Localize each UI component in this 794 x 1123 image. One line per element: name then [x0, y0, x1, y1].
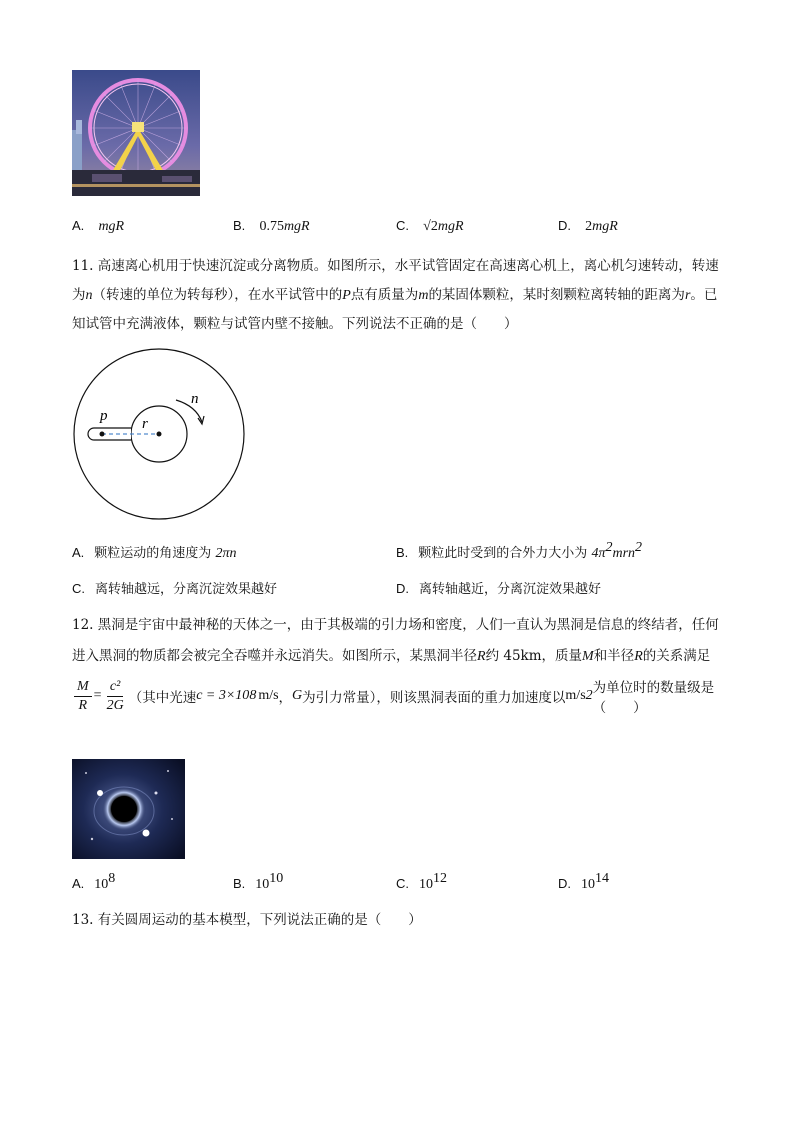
label-p: p [100, 408, 108, 424]
fraction-c2-over-2g: $\frac{\text{c²}}{2G}$ [106, 678, 124, 713]
label-n: n [191, 391, 199, 407]
q12-option-c[interactable]: C. $10^{12}$ [396, 871, 447, 892]
center-point [157, 432, 162, 437]
centrifuge-svg [72, 348, 250, 520]
q11-option-d[interactable]: D. 离转轴越近，分离沉淀效果越好 [396, 581, 602, 597]
black-hole-photo [72, 759, 185, 859]
q13-stem: 13. 有关圆周运动的基本模型，下列说法正确的是（ ） [72, 912, 422, 928]
q11-option-a[interactable]: A. 颗粒运动的角速度为 2πn [72, 545, 237, 561]
q10-option-d[interactable]: D. 2mgR [558, 218, 618, 234]
q11-option-c[interactable]: C. 离转轴越远，分离沉淀效果越好 [72, 581, 278, 597]
q10-option-b[interactable]: B. 0.75mgR [233, 218, 310, 234]
q11-stem: 11. 高速离心机用于快速沉淀或分离物质。如图所示，水平试管固定在高速离心机上，离心机匀速转动，转速为n（转速的单位为转每秒），在水平试管中的P点有质量为m的某固体颗粒，某时刻颗粒离转轴的距离为r。已知试管中充满液体，颗粒与试管内壁不接触。下列说法不正确的是（ ） [72, 258, 719, 332]
black-hole-illustration [72, 759, 185, 859]
fraction-m-over-r: $\frac{M}{R}$ [74, 678, 92, 715]
q12-formula-line: $\frac{M}{R}$ = $\frac{\text{c²}}{2G}$ （其中光速 c = 3×10 8 m/s ， G 为引力常量），则该黑洞表面的重力加速度以 m/s 2 为单位时的数量级是（ ） [72, 676, 726, 716]
q10-option-a[interactable]: A. mgR [72, 218, 125, 234]
q12-option-d[interactable]: D. $10^{14}$ [558, 871, 609, 892]
q11-option-b[interactable]: B. 颗粒此时受到的合外力大小为 $4\pi^2mrn^2$ [396, 540, 643, 561]
q10-option-c[interactable]: C. √2mgR [396, 218, 464, 234]
q12-stem: 12. 黑洞是宇宙中最神秘的天体之一，由于其极端的引力场和密度，人们一直认为黑洞是信息的终结者，任何进入黑洞的物质都会被完全吞噬并永远消失。如图所示，某黑洞半径R约 45km，质量M和半径R的关系满足 [72, 617, 719, 664]
ferris-wheel-illustration [72, 70, 200, 196]
particle-point [100, 432, 105, 437]
centrifuge-diagram [72, 348, 250, 520]
ferris-wheel-photo [72, 70, 200, 196]
label-r: r [142, 416, 148, 432]
q12-option-a[interactable]: A. $10^8$ [72, 871, 116, 892]
q12-option-b[interactable]: B. $10^{10}$ [233, 871, 284, 892]
